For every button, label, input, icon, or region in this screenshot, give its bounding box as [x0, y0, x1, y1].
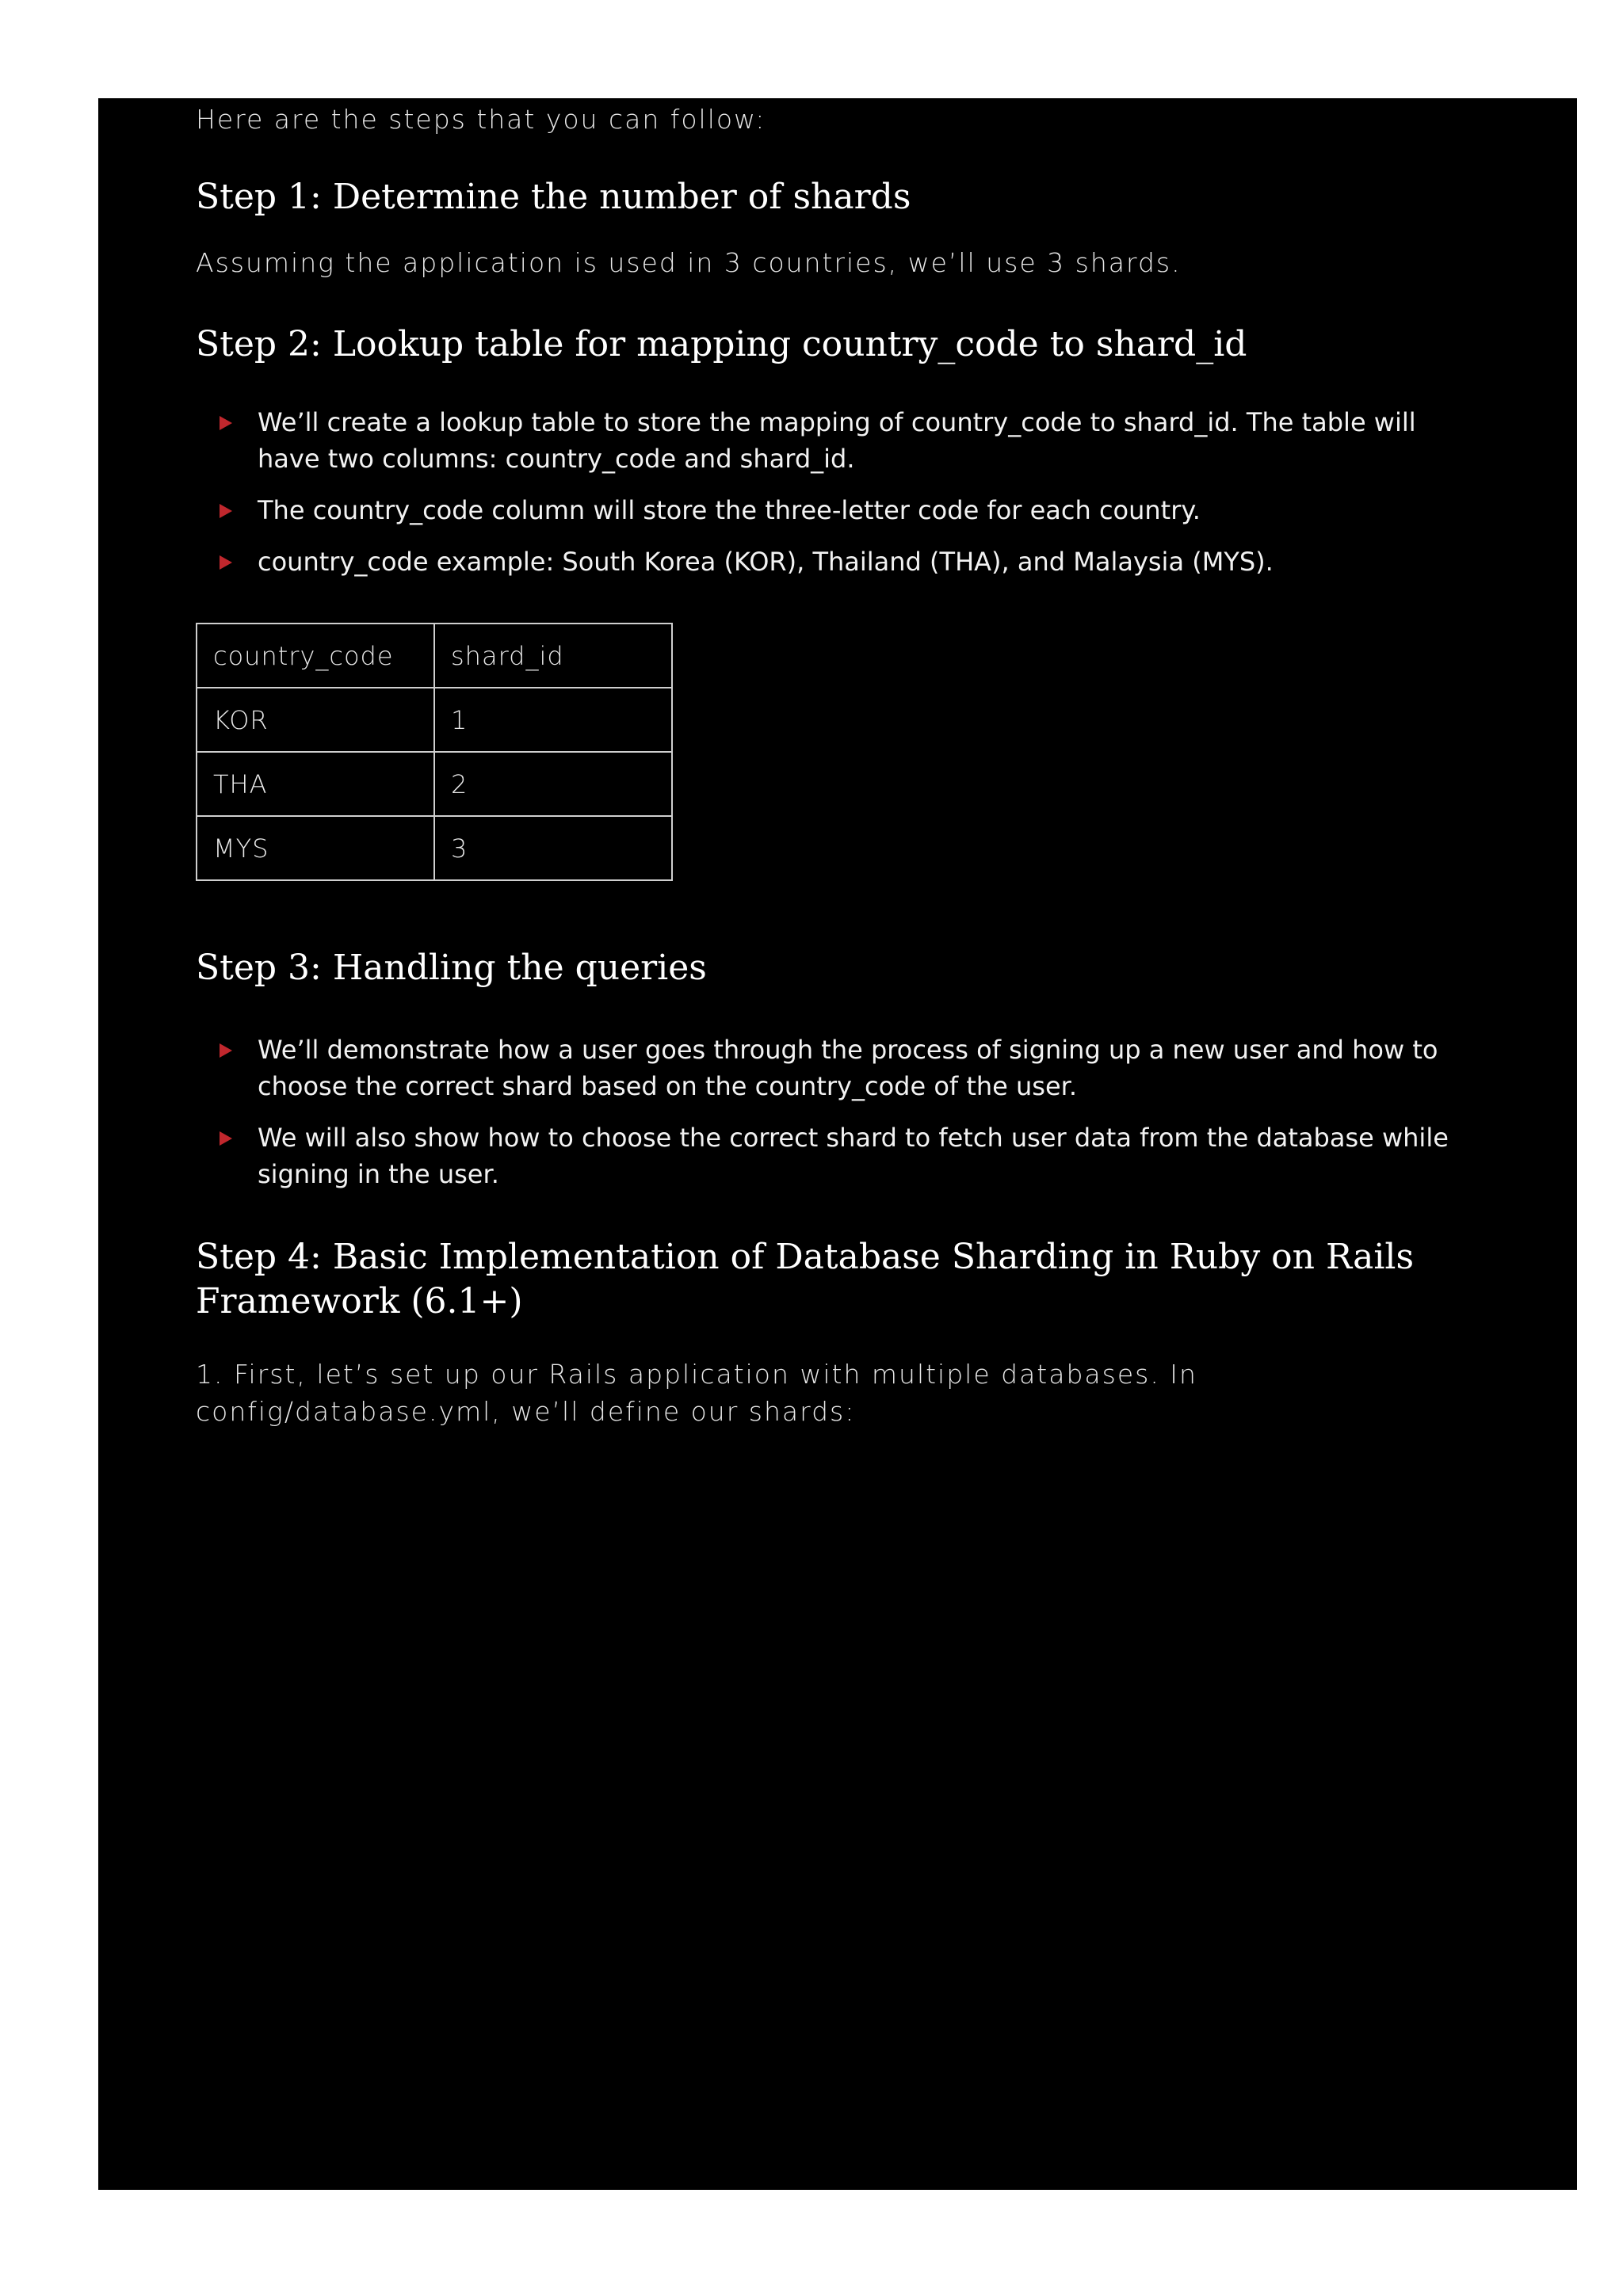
step2-heading: Step 2: Lookup table for mapping country_code to shard_id — [196, 324, 1247, 364]
list-item-text: We’ll create a lookup table to store the mapping of country_code to shard_id. The table will have two columns: country_code and shard_id. — [258, 407, 1416, 474]
list-item — [196, 1119, 1464, 1192]
step1-text: Assuming the application is used in 3 countries, we’ll use 3 shards. — [196, 247, 1182, 278]
table-cell: 2 — [434, 752, 672, 816]
list-item-text: The country_code column will store the three-letter code for each country. — [258, 495, 1201, 525]
intro-text: Here are the steps that you can follow: — [196, 104, 766, 135]
table-header-row — [197, 624, 672, 688]
table-cell: THA — [197, 752, 434, 816]
step4-text: 1. First, let’s set up our Rails application with multiple databases. In config/database.yml, we’ll define our shards: — [196, 1359, 1197, 1427]
lookup-table — [196, 623, 673, 881]
list-item-text: We’ll demonstrate how a user goes through the process of signing up a new user and how to choose the correct shard based on the country_code of the user. — [258, 1035, 1438, 1101]
document-page — [98, 98, 1577, 2190]
list-item — [196, 492, 1464, 528]
table-cell: 3 — [434, 816, 672, 880]
table-row — [197, 688, 672, 752]
triangle-bullet-icon — [220, 555, 232, 570]
triangle-bullet-icon — [220, 1043, 232, 1058]
table-row — [197, 816, 672, 880]
triangle-bullet-icon — [220, 416, 232, 430]
list-item-text: We will also show how to choose the correct shard to fetch user data from the database while signing in the user. — [258, 1123, 1449, 1189]
list-item-text: country_code example: South Korea (KOR), Thailand (THA), and Malaysia (MYS). — [258, 547, 1274, 577]
step3-bullet-list — [196, 1032, 1464, 1207]
list-item — [196, 1032, 1464, 1104]
table-row — [197, 752, 672, 816]
step4-heading: Step 4: Basic Implementation of Database Sharding in Ruby on Rails Framework (6.1+) — [196, 1237, 1415, 1322]
list-item — [196, 404, 1464, 477]
table-header-cell: country_code — [197, 624, 434, 688]
step1-heading: Step 1: Determine the number of shards — [196, 177, 911, 217]
table-cell: 1 — [434, 688, 672, 752]
triangle-bullet-icon — [220, 504, 232, 518]
triangle-bullet-icon — [220, 1131, 232, 1146]
list-item — [196, 543, 1464, 580]
table-cell: MYS — [197, 816, 434, 880]
step3-heading: Step 3: Handling the queries — [196, 948, 707, 988]
table-header-cell: shard_id — [434, 624, 672, 688]
table-cell: KOR — [197, 688, 434, 752]
step2-bullet-list — [196, 404, 1464, 595]
